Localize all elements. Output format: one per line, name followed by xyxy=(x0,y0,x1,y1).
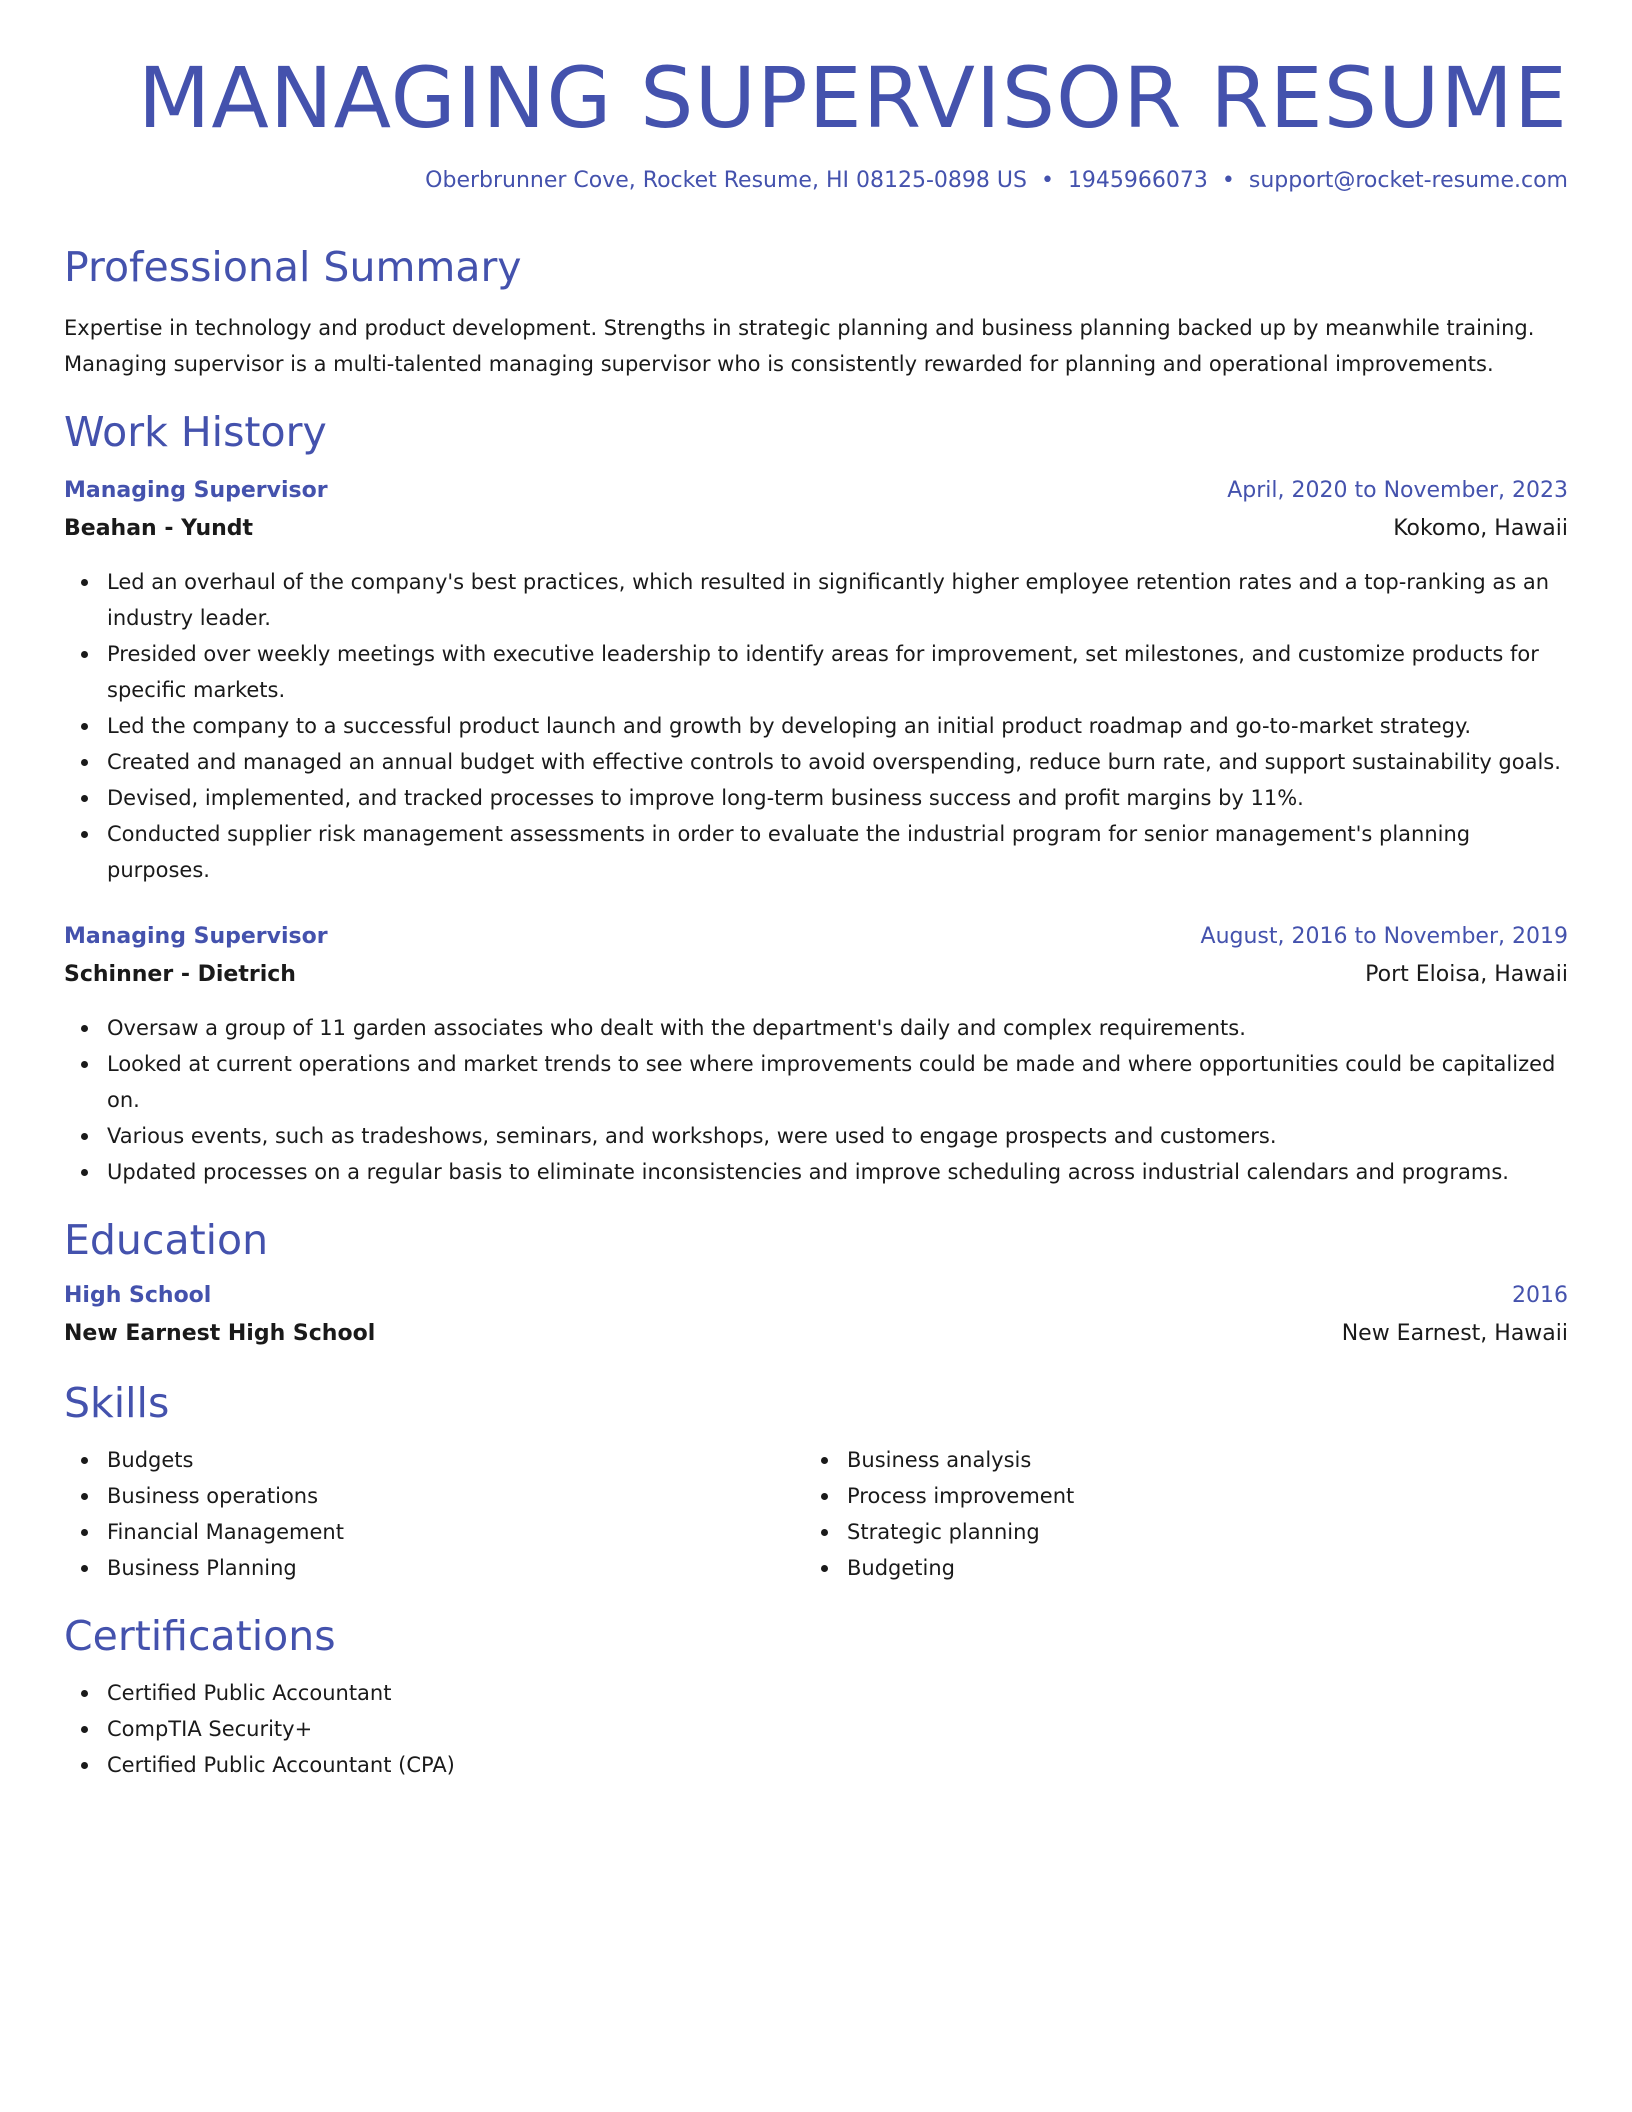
skill-item: Business Planning xyxy=(107,1550,804,1586)
job-bullet: Led an overhaul of the company's best practices, which resulted in significantly higher employee retention rates and a top-ranking as an industry leader. xyxy=(107,564,1568,636)
job-entry xyxy=(64,918,1568,1190)
work-history-heading: Work History xyxy=(64,408,327,457)
skill-item: Business operations xyxy=(107,1478,804,1514)
job-company-row xyxy=(64,510,1568,548)
certifications-list xyxy=(64,1675,1568,1783)
skill-item: Strategic planning xyxy=(847,1514,1544,1550)
job-bullet-list xyxy=(64,1010,1568,1190)
skills-column-right xyxy=(804,1442,1544,1586)
contact-phone[interactable]: 1945966073 xyxy=(1067,168,1208,194)
job-bullet: Created and managed an annual budget with effective controls to avoid overspending, reduce burn rate, and support sustainability goals. xyxy=(107,744,1568,780)
skill-item: Budgets xyxy=(107,1442,804,1478)
resume-title: MANAGING SUPERVISOR RESUME xyxy=(137,49,1568,147)
job-bullet-list xyxy=(64,564,1568,888)
job-bullet: Various events, such as tradeshows, seminars, and workshops, were used to engage prospects and customers. xyxy=(107,1118,1568,1154)
job-header-row xyxy=(64,472,1568,510)
skill-item: Financial Management xyxy=(107,1514,804,1550)
job-location: Kokomo, Hawaii xyxy=(1393,515,1568,541)
education-school: New Earnest High School xyxy=(64,1320,376,1346)
job-company: Schinner - Dietrich xyxy=(64,961,296,987)
contact-separator: • xyxy=(1221,168,1235,194)
skills-list xyxy=(64,1442,804,1586)
skills-list xyxy=(804,1442,1544,1586)
job-dates: August, 2016 to November, 2019 xyxy=(1200,923,1568,949)
job-bullet: Looked at current operations and market trends to see where improvements could be made and where opportunities could be capitalized on. xyxy=(107,1046,1568,1118)
skill-item: Business analysis xyxy=(847,1442,1544,1478)
skill-item: Budgeting xyxy=(847,1550,1544,1586)
certification-item: CompTIA Security+ xyxy=(107,1711,1568,1747)
education-school-row xyxy=(64,1315,1568,1353)
job-location: Port Eloisa, Hawaii xyxy=(1365,961,1568,987)
contact-address: Oberbrunner Cove, Rocket Resume, HI 08125-0898 US xyxy=(425,168,1027,194)
skills-column-left xyxy=(64,1442,804,1586)
job-bullet: Led the company to a successful product launch and growth by developing an initial product roadmap and go-to-market strategy. xyxy=(107,708,1568,744)
job-bullet: Conducted supplier risk management assessments in order to evaluate the industrial program for senior management's planning purposes. xyxy=(107,816,1568,888)
education-entry xyxy=(64,1277,1568,1353)
job-title: Managing Supervisor xyxy=(64,923,328,949)
contact-separator: • xyxy=(1040,168,1054,194)
skills-grid xyxy=(64,1442,1568,1586)
skill-item: Process improvement xyxy=(847,1478,1544,1514)
job-header-row xyxy=(64,918,1568,956)
job-company: Beahan - Yundt xyxy=(64,515,254,541)
certification-item: Certified Public Accountant (CPA) xyxy=(107,1747,1568,1783)
education-location: New Earnest, Hawaii xyxy=(1341,1320,1568,1346)
job-bullet: Devised, implemented, and tracked processes to improve long-term business success and profit margins by 11%. xyxy=(107,780,1568,816)
contact-line xyxy=(64,166,1568,197)
summary-text: Expertise in technology and product development. Strengths in strategic planning and business planning backed up by meanwhile training. Managing supervisor is a multi-talented managing supervisor who is consistently rewarded for planning and operational improvements. xyxy=(64,316,1535,377)
education-heading: Education xyxy=(64,1215,269,1264)
job-title: Managing Supervisor xyxy=(64,477,328,503)
job-company-row xyxy=(64,956,1568,994)
education-year: 2016 xyxy=(1512,1282,1568,1308)
job-dates: April, 2020 to November, 2023 xyxy=(1227,477,1568,503)
education-degree: High School xyxy=(64,1282,212,1308)
contact-email[interactable]: support@rocket-resume.com xyxy=(1248,168,1568,194)
summary-heading: Professional Summary xyxy=(64,243,522,292)
job-bullet: Updated processes on a regular basis to eliminate inconsistencies and improve scheduling across industrial calendars and programs. xyxy=(107,1154,1568,1190)
skills-heading: Skills xyxy=(64,1378,170,1427)
job-entry xyxy=(64,472,1568,888)
job-bullet: Presided over weekly meetings with executive leadership to identify areas for improvement, set milestones, and customize products for specific markets. xyxy=(107,636,1568,708)
certification-item: Certified Public Accountant xyxy=(107,1675,1568,1711)
job-bullet: Oversaw a group of 11 garden associates who dealt with the department's daily and complex requirements. xyxy=(107,1010,1568,1046)
education-header-row xyxy=(64,1277,1568,1315)
certifications-heading: Certifications xyxy=(64,1611,336,1660)
